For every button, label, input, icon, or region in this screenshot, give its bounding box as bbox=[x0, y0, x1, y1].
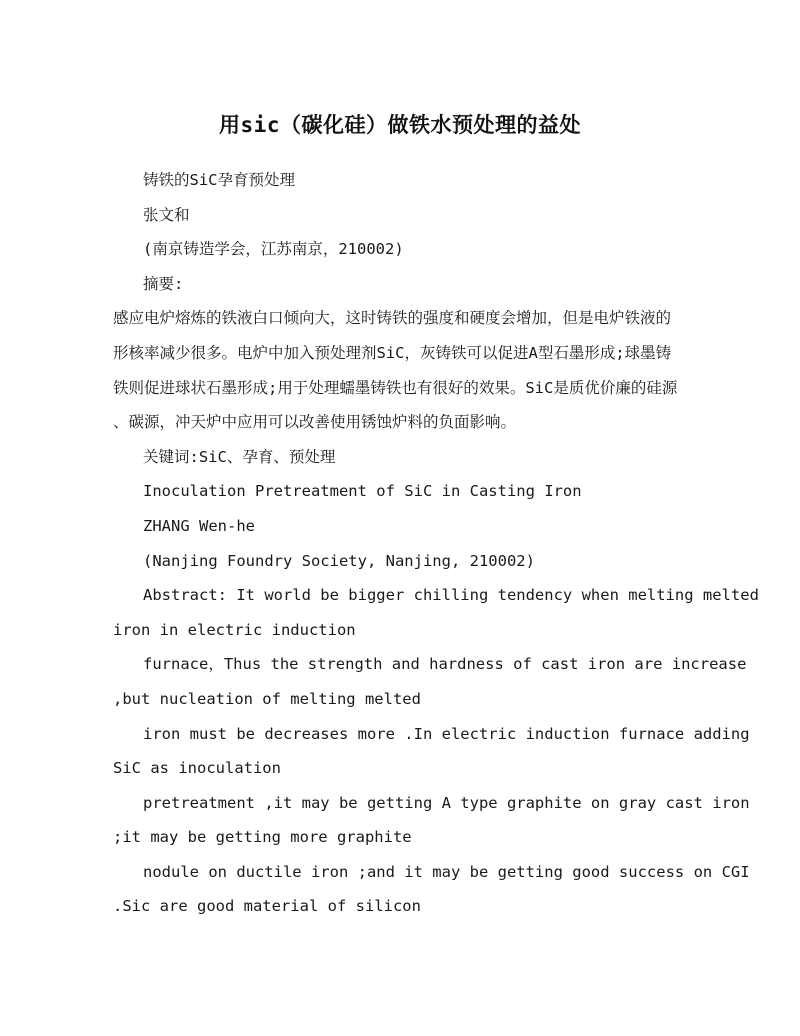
abstract-en-line: .Sic are good material of silicon bbox=[113, 897, 421, 916]
abstract-en-line: pretreatment ,it may be getting A type graphite on gray cast iron bbox=[143, 793, 750, 812]
abstract-en-line: furnace，Thus the strength and hardness of cast iron are increase bbox=[143, 655, 747, 674]
title-en: Inoculation Pretreatment of SiC in Casting Iron bbox=[143, 482, 582, 501]
abstract-en-line: ,but nucleation of melting melted bbox=[113, 689, 421, 708]
abstract-en-line: Abstract: It world be bigger chilling tendency when melting melted bbox=[143, 586, 759, 605]
author-en: ZHANG Wen-he bbox=[143, 516, 255, 535]
abstract-en-line: nodule on ductile iron ;and it may be getting good success on CGI bbox=[143, 862, 750, 881]
subtitle-zh: 铸铁的SiC孕育预处理 bbox=[143, 171, 295, 189]
affiliation-zh: (南京铸造学会，江苏南京，210002) bbox=[143, 240, 404, 259]
page-title: 用sic（碳化硅）做铁水预处理的益处 bbox=[219, 113, 581, 137]
abstract-label-zh: 摘要: bbox=[143, 274, 184, 293]
abstract-en-line: iron must be decreases more .In electric induction furnace adding bbox=[143, 724, 750, 743]
abstract-zh-line: 铁则促进球状石墨形成;用于处理蠕墨铸铁也有很好的效果。SiC是质优价廉的硅源 bbox=[113, 378, 678, 397]
abstract-en-line: ;it may be getting more graphite bbox=[113, 828, 412, 847]
affiliation-en: (Nanjing Foundry Society, Nanjing, 210002) bbox=[143, 551, 535, 570]
abstract-en-line: iron in electric induction bbox=[113, 620, 356, 639]
abstract-zh-line: 形核率减少很多。电炉中加入预处理剂SiC，灰铸铁可以促进A型石墨形成;球墨铸 bbox=[113, 343, 672, 362]
keywords-zh: 关键词:SiC、孕育、预处理 bbox=[143, 447, 336, 466]
document-body bbox=[0, 163, 800, 924]
abstract-zh-line: 感应电炉熔炼的铁液白口倾向大，这时铸铁的强度和硬度会增加，但是电炉铁液的 bbox=[113, 309, 672, 328]
abstract-en-line: SiC as inoculation bbox=[113, 759, 281, 778]
author-zh: 张文和 bbox=[143, 205, 190, 224]
abstract-zh-line: 、碳源，冲天炉中应用可以改善使用锈蚀炉料的负面影响。 bbox=[113, 413, 517, 432]
